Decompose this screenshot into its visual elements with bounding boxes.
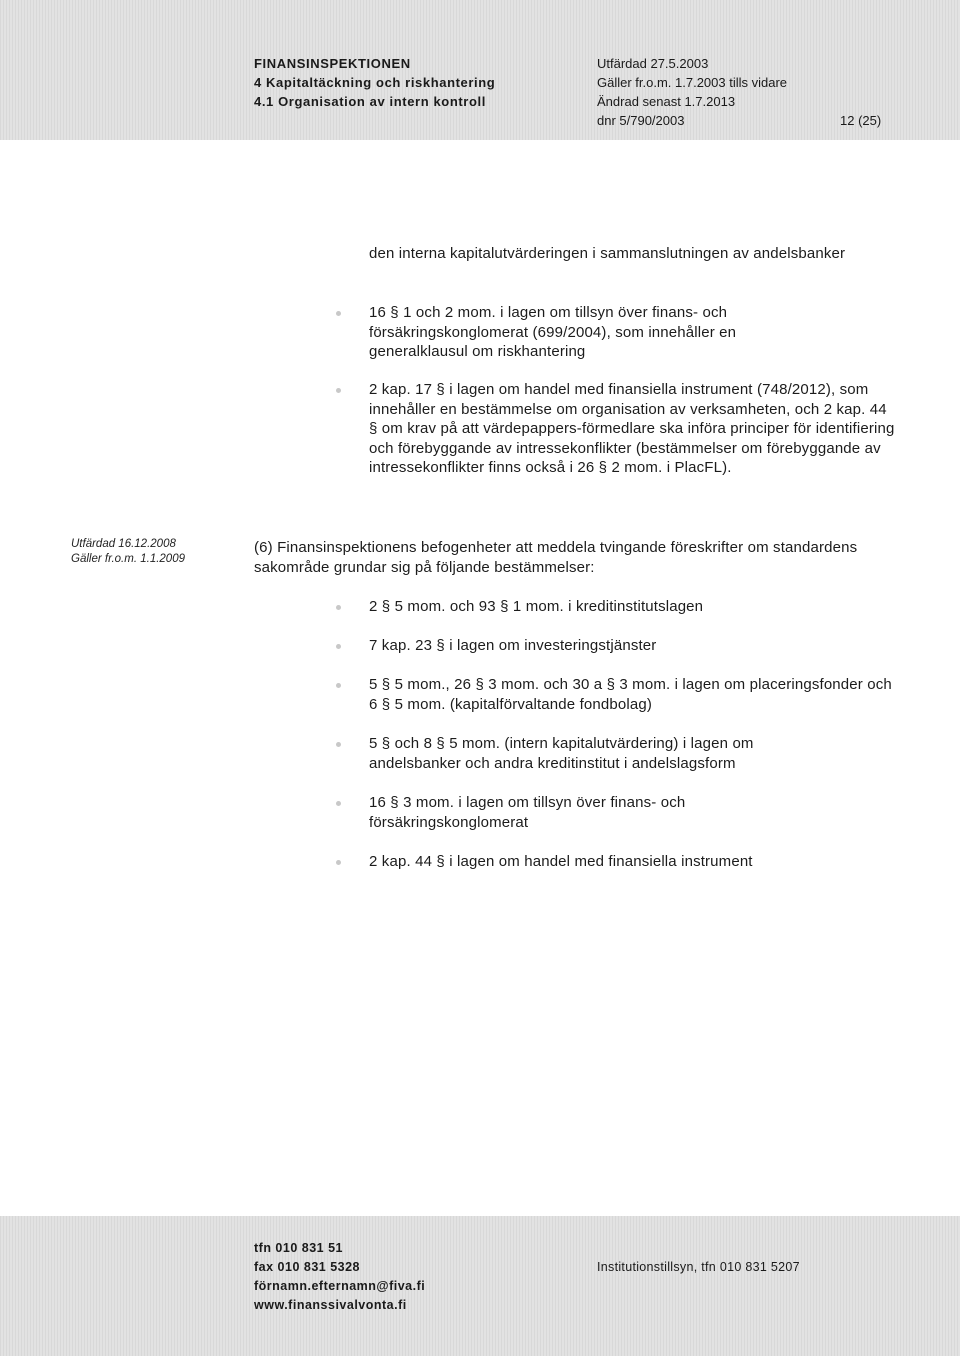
footer-phone: tfn 010 831 51 xyxy=(254,1241,343,1255)
paragraph-6: (6) Finansinspektionens befogenheter att meddela tvingande föreskrifter om standardens sakområde grundar sig på följande bestämmelser: xyxy=(254,539,858,576)
chapter-title: 4 Kapitaltäckning och riskhantering xyxy=(254,75,496,90)
footer-website: www.finanssivalvonta.fi xyxy=(254,1298,407,1312)
continuation-text: den interna kapitalutvärderingen i sammanslutningen av andelsbanker xyxy=(369,245,846,262)
side-note-issued: Utfärdad 16.12.2008 xyxy=(71,538,176,550)
dnr-number: dnr 5/790/2003 xyxy=(597,113,685,128)
footer-fax: fax 010 831 5328 xyxy=(254,1260,361,1274)
footer-email: förnamn.efternamn@fiva.fi xyxy=(254,1279,426,1293)
bullet-icon xyxy=(336,683,341,688)
bullet-icon xyxy=(336,801,341,806)
last-changed: Ändrad senast 1.7.2013 xyxy=(597,94,736,109)
page-number: 12 (25) xyxy=(840,113,882,128)
issued-date: Utfärdad 27.5.2003 xyxy=(597,56,709,71)
footer-department: Institutionstillsyn, tfn 010 831 5207 xyxy=(597,1260,800,1274)
side-note-valid: Gäller fr.o.m. 1.1.2009 xyxy=(71,553,185,565)
bullet-icon xyxy=(336,605,341,610)
page-footer xyxy=(0,1216,960,1356)
bullet-icon xyxy=(336,742,341,747)
bullet-icon xyxy=(336,388,341,393)
bullet-icon xyxy=(336,644,341,649)
bullet-icon xyxy=(336,311,341,316)
page-header xyxy=(0,0,960,140)
bullet-icon xyxy=(336,860,341,865)
valid-from: Gäller fr.o.m. 1.7.2003 tills vidare xyxy=(597,75,788,90)
section-title: 4.1 Organisation av intern kontroll xyxy=(254,94,486,109)
org-name: FINANSINSPEKTIONEN xyxy=(254,56,411,71)
